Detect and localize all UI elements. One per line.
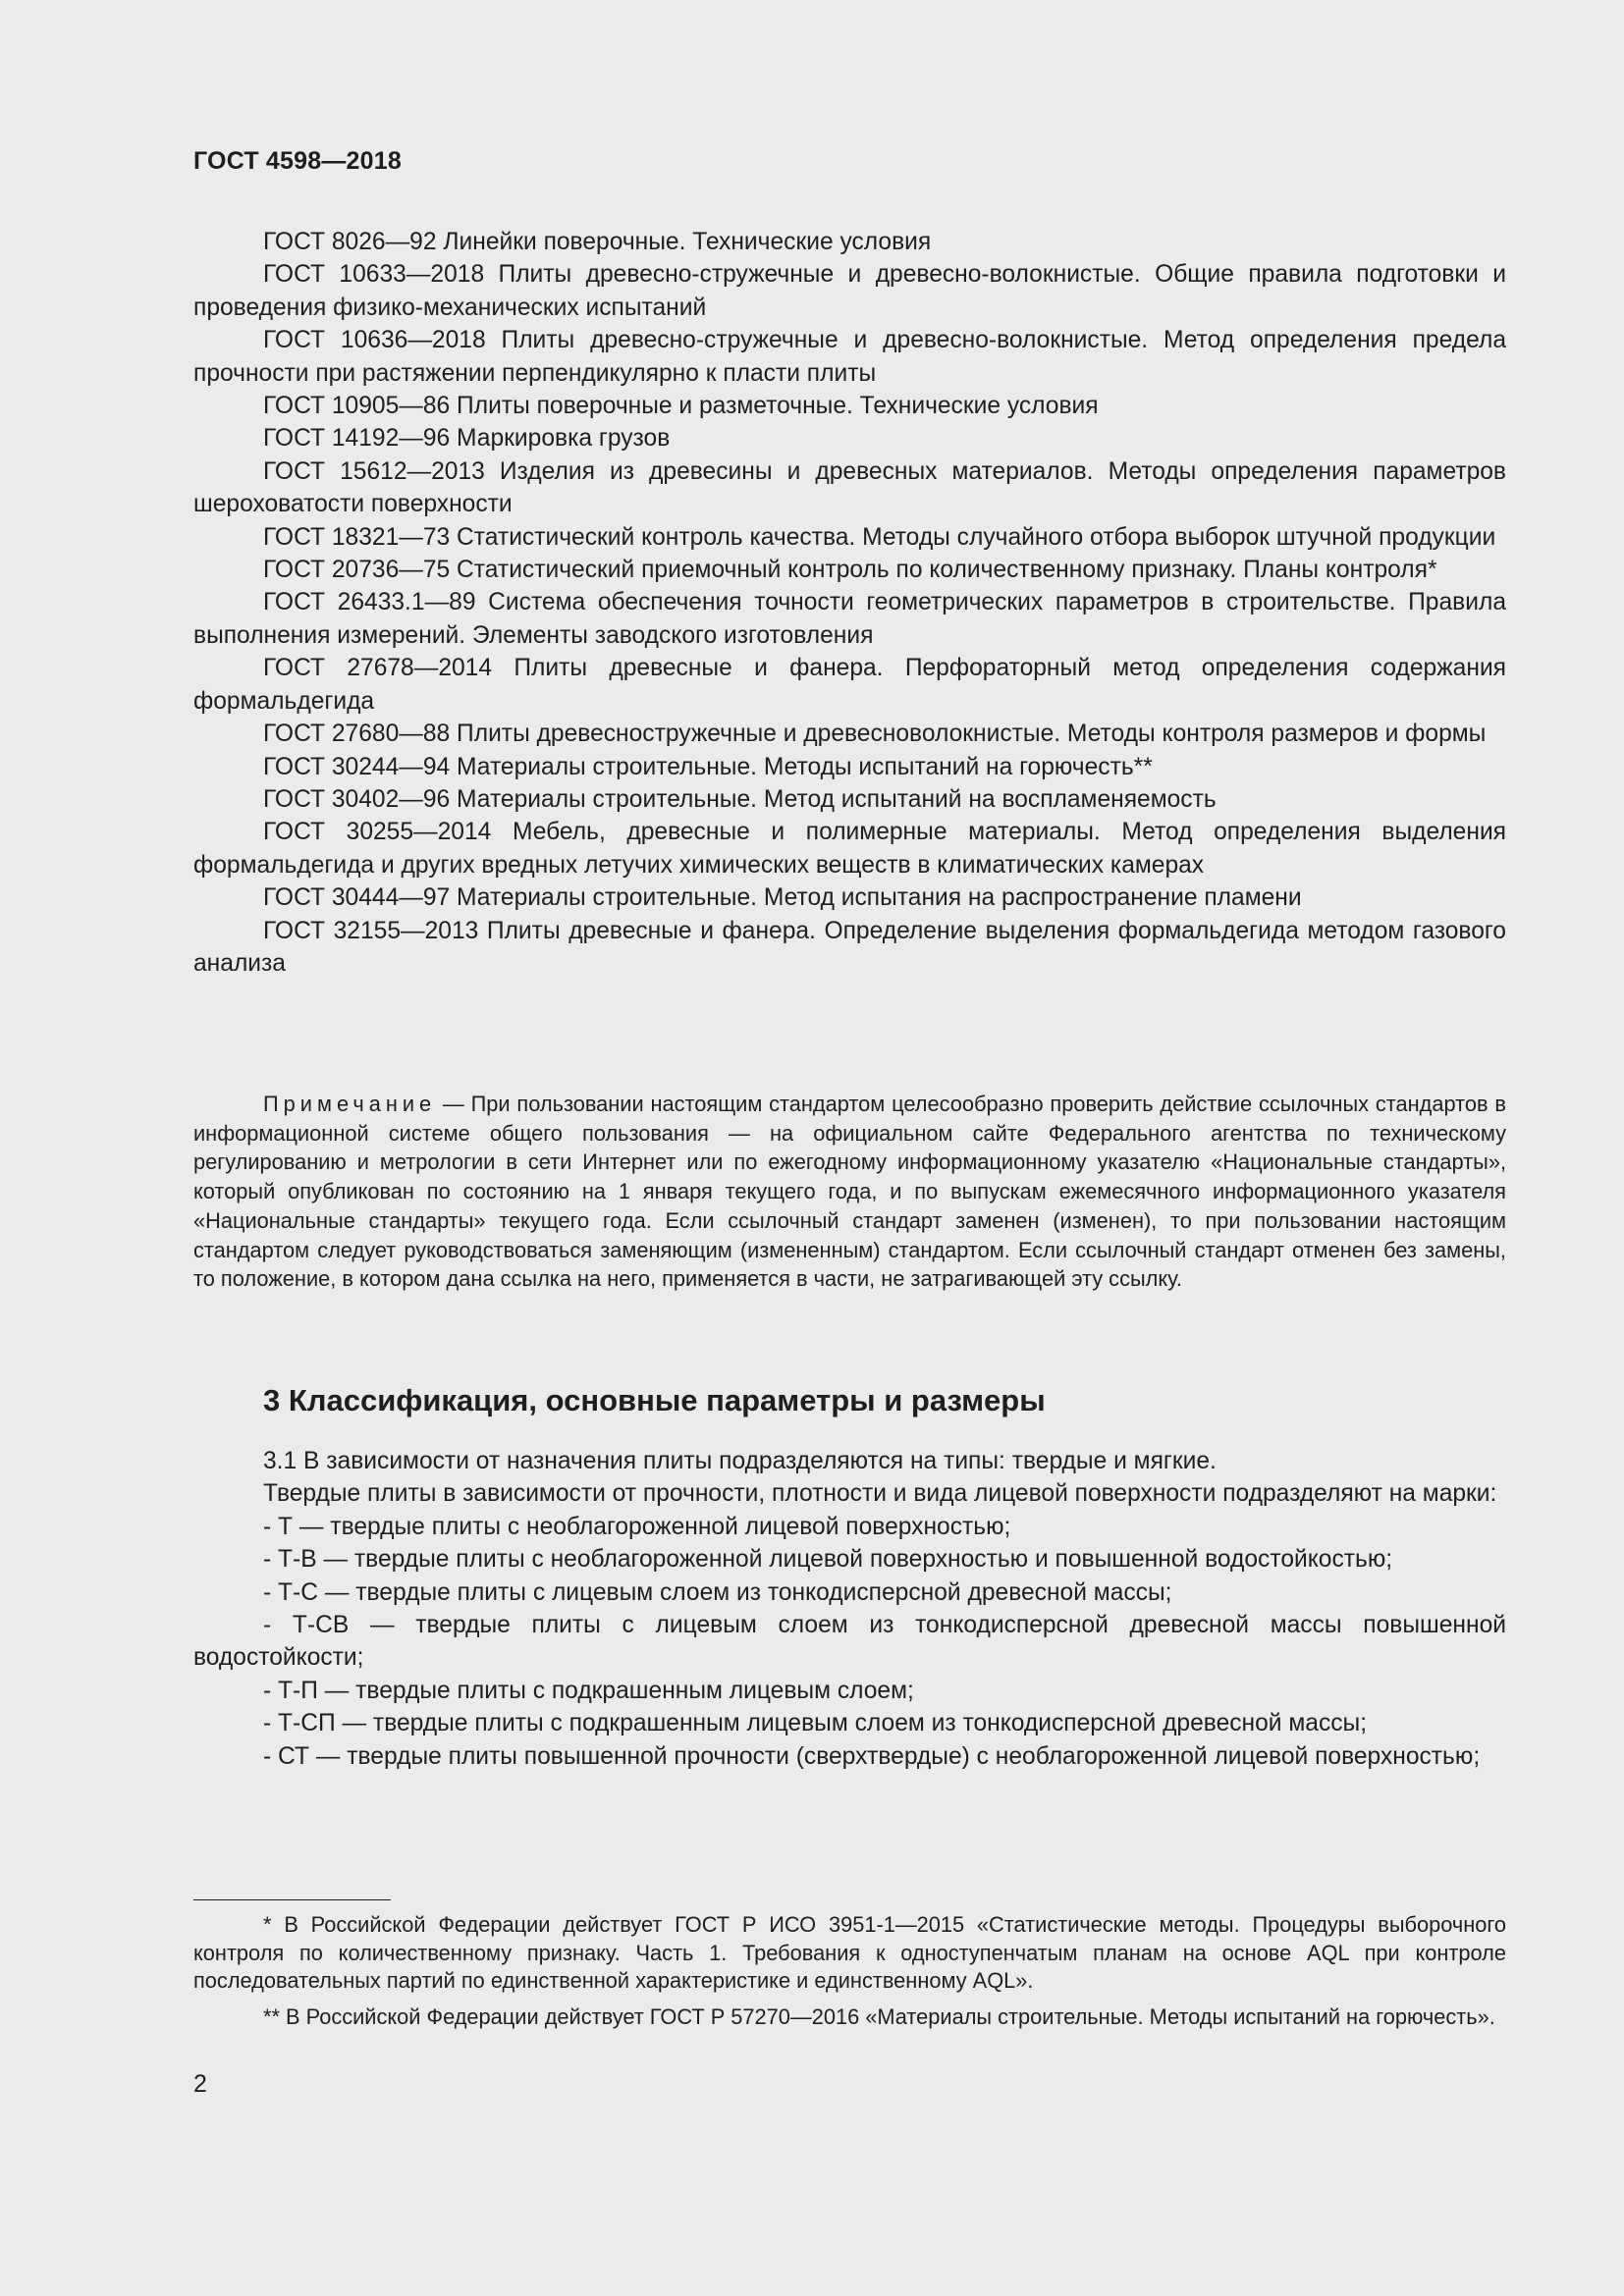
grade-list-item: - Т-СВ — твердые плиты с лицевым слоем из тонкодисперсной древесной массы повышенной водостойкости; [193,1612,1506,1672]
normative-references-list [193,226,1506,980]
reference-item: ГОСТ 30255—2014 Мебель, древесные и полимерные материалы. Метод определения выделения формальдегида и других вредных летучих химических веществ в климатических камерах [193,819,1506,879]
section-title: 3 Классификация, основные параметры и размеры [263,1383,1046,1417]
grade-list-item: - Т — твердые плиты с необлагороженной лицевой поверхностью; [263,1513,1011,1540]
grade-list-item: - СТ — твердые плиты повышенной прочности (сверхтвердые) с необлагороженной лицевой поверхностью; [263,1742,1481,1770]
reference-item: ГОСТ 10905—86 Плиты поверочные и разметочные. Технические условия [263,393,1099,420]
reference-item: ГОСТ 15612—2013 Изделия из древесины и древесных материалов. Методы определения параметров шероховатости поверхности [193,457,1506,518]
footnote: * В Российской Федерации действует ГОСТ Р ИСО 3951-1—2015 «Статистические методы. Процедуры выборочного контроля по количественному признаку. Часть 1. Требования к одноступенчатым планам на основе AQL при контроле последовательных партий по единственной характеристике и единственному AQL». [193,1912,1506,1993]
note-block [193,1090,1506,1294]
grade-list-item: - Т-В — твердые плиты с необлагороженной лицевой поверхностью и повышенной водостойкостью; [263,1546,1393,1574]
reference-item: ГОСТ 8026—92 Линейки поверочные. Технические условия [263,229,932,255]
reference-item: ГОСТ 27678—2014 Плиты древесные и фанера. Перфораторный метод определения содержания формальдегида [193,655,1506,715]
section-paragraph: 3.1 В зависимости от назначения плиты подразделяются на типы: твердые и мягкие. [263,1448,1217,1474]
reference-item: ГОСТ 18321—73 Статистический контроль качества. Методы случайного отбора выборок штучной продукции [263,523,1496,551]
reference-item: ГОСТ 20736—75 Статистический приемочный контроль по количественному признаку. Планы контроля* [263,557,1437,584]
footnote-divider [193,1899,391,1900]
reference-item: ГОСТ 30444—97 Материалы строительные. Метод испытания на распространение пламени [263,884,1302,912]
note-label: Примечание [263,1092,437,1116]
grade-list-item: - Т-СП — твердые плиты с подкрашенным лицевым слоем из тонкодисперсной древесной массы; [263,1710,1368,1737]
note-paragraph [193,1090,1506,1294]
reference-item: ГОСТ 27680—88 Плиты древесностружечные и древесноволокнистые. Методы контроля размеров и формы [263,721,1487,748]
footnotes [193,1911,1506,2031]
reference-item: ГОСТ 26433.1—89 Система обеспечения точности геометрических параметров в строительстве. Правила выполнения измерений. Элементы заводского изготовления [193,589,1506,649]
reference-item: ГОСТ 10633—2018 Плиты древесно-стружечные и древесно-волокнистые. Общие правила подготовки и проведения физико-механических испытаний [193,261,1506,321]
reference-item: ГОСТ 30244—94 Материалы строительные. Методы испытаний на горючесть** [263,753,1153,780]
section-paragraph: Твердые плиты в зависимости от прочности, плотности и вида лицевой поверхности подразделяют на марки: [263,1480,1497,1508]
page-number: 2 [193,2070,207,2098]
reference-item: ГОСТ 10636—2018 Плиты древесно-стружечные и древесно-волокнистые. Метод определения предела прочности при растяжении перпендикулярно к пласти плиты [193,327,1506,387]
reference-item: ГОСТ 32155—2013 Плиты древесные и фанера. Определение выделения формальдегида методом газового анализа [193,917,1506,977]
reference-item: ГОСТ 30402—96 Материалы строительные. Метод испытаний на воспламеняемость [263,785,1217,813]
grade-list-item: - Т-П — твердые плиты с подкрашенным лицевым слоем; [263,1677,914,1704]
note-text: — При пользовании настоящим стандартом целесообразно проверить действие ссылочных стандартов в информационной системе общего пользования — на официальном сайте Федерального агентства по техническому регулированию и метрологии в сети Интернет или по ежегодному информационному указателю «Национальные стандарты», который опубликован по состоянию на 1 января текущего года, и по выпускам ежемесячного информационного указателя «Национальные стандарты» текущего года. Если ссылочный стандарт заменен (изменен), то при пользовании настоящим стандартом следует руководствоваться заменяющим (измененным) стандартом. Если ссылочный стандарт отменен без замены, то положение, в котором дана ссылка на него, применяется в части, не затрагивающей эту ссылку. [193,1092,1506,1292]
reference-item: ГОСТ 14192—96 Маркировка грузов [263,425,671,453]
grade-list-item: - Т-С — твердые плиты с лицевым слоем из тонкодисперсной древесной массы; [263,1578,1172,1606]
section-body [193,1445,1506,1773]
page-header: ГОСТ 4598—2018 [193,147,402,175]
footnote: ** В Российской Федерации действует ГОСТ Р 57270—2016 «Материалы строительные. Методы испытаний на горючесть». [263,2003,1495,2029]
